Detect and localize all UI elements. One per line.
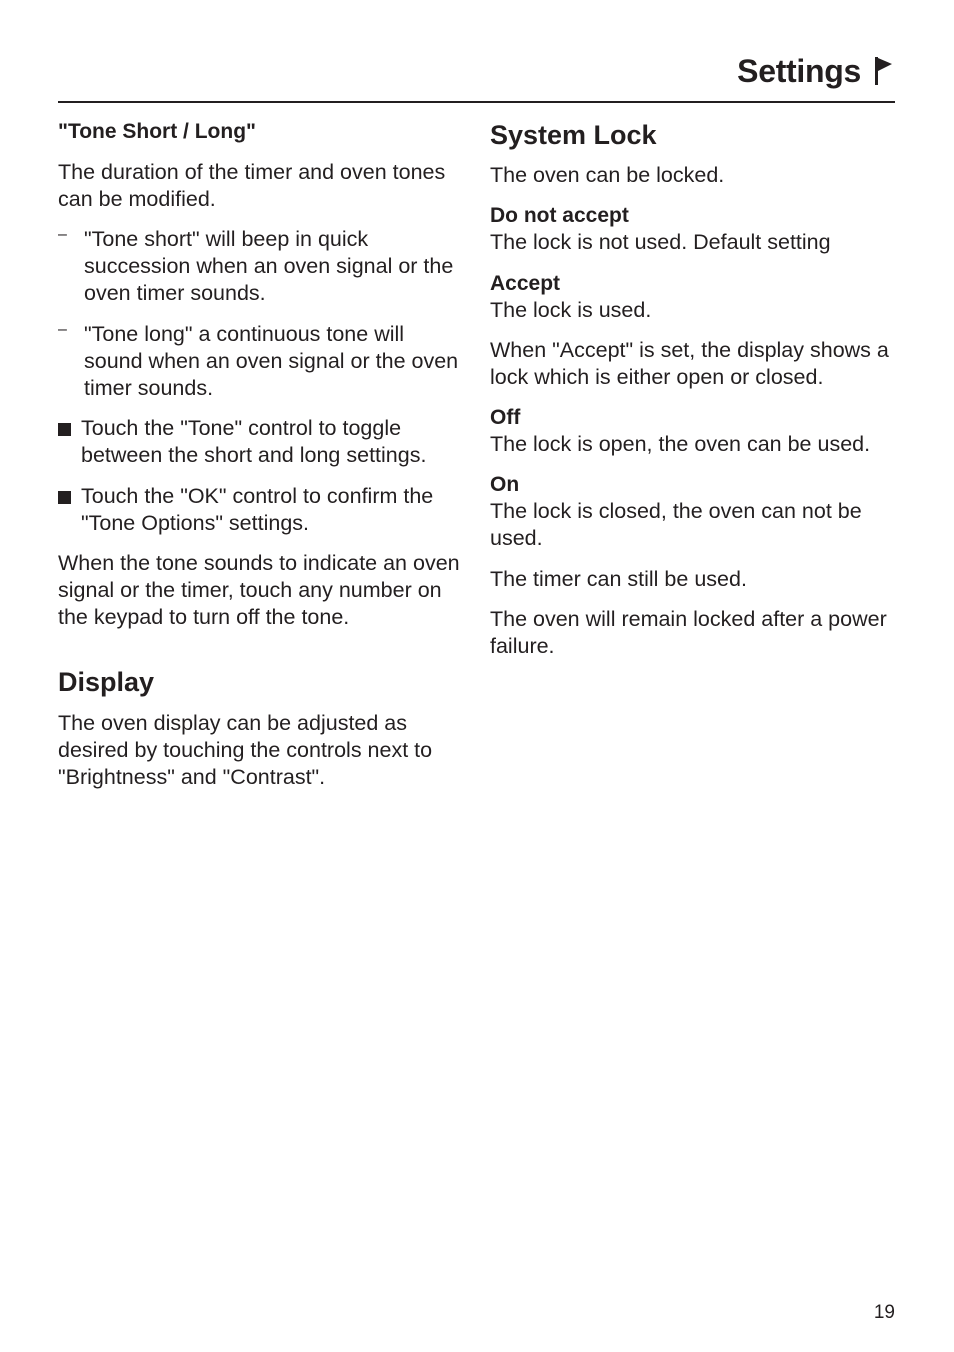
- system-lock-intro: The oven can be locked.: [490, 163, 725, 187]
- tone-short-text: "Tone short" will beep in quick succession when an oven signal or the oven timer sounds.: [84, 227, 454, 305]
- off-label: Off: [490, 406, 521, 429]
- dash-mark: –: [58, 321, 67, 338]
- do-not-accept-label: Do not accept: [490, 204, 629, 227]
- system-lock-heading: System Lock: [490, 120, 657, 150]
- display-text: The oven display can be adjusted as desired by touching the controls next to "Brightness" and "Contrast".: [58, 711, 433, 789]
- off-text: The lock is open, the oven can be used.: [490, 432, 871, 456]
- accept-note: When "Accept" is set, the display shows a lock which is either open or closed.: [490, 338, 889, 389]
- bullet-square-icon: [58, 491, 71, 504]
- dash-mark: –: [58, 226, 67, 243]
- tone-long-text: "Tone long" a continuous tone will sound when an oven signal or the oven timer sounds.: [84, 322, 459, 400]
- accept-text: The lock is used.: [490, 298, 652, 322]
- flag-icon: [873, 56, 895, 86]
- left-column: [58, 118, 468, 791]
- page-title: Settings: [737, 53, 861, 89]
- tone-short-long-heading: "Tone Short / Long": [58, 120, 256, 143]
- page-header: [58, 48, 895, 103]
- on-label: On: [490, 473, 520, 496]
- right-column: [490, 118, 900, 660]
- on-text: The lock is closed, the oven can not be used.: [490, 499, 862, 550]
- step-confirm-text: Touch the "OK" control to confirm the "Tone Options" settings.: [81, 484, 434, 535]
- tone-intro-text: The duration of the timer and oven tones can be modified.: [58, 160, 446, 211]
- do-not-accept-text: The lock is not used. Default setting: [490, 230, 831, 254]
- power-failure-note: The oven will remain locked after a power failure.: [490, 607, 887, 658]
- step-toggle-text: Touch the "Tone" control to toggle between the short and long settings.: [81, 416, 427, 467]
- page-number: 19: [873, 1302, 895, 1323]
- bullet-square-icon: [58, 423, 71, 436]
- timer-note: The timer can still be used.: [490, 567, 747, 591]
- accept-label: Accept: [490, 272, 561, 295]
- step-toggle-tone: [58, 415, 468, 469]
- tone-long-item: [58, 321, 468, 402]
- display-heading: Display: [58, 667, 155, 697]
- tone-outro-text: When the tone sounds to indicate an oven signal or the timer, touch any number on the keypad to turn off the tone.: [58, 551, 460, 629]
- step-confirm-ok: [58, 483, 468, 537]
- tone-short-item: [58, 226, 468, 307]
